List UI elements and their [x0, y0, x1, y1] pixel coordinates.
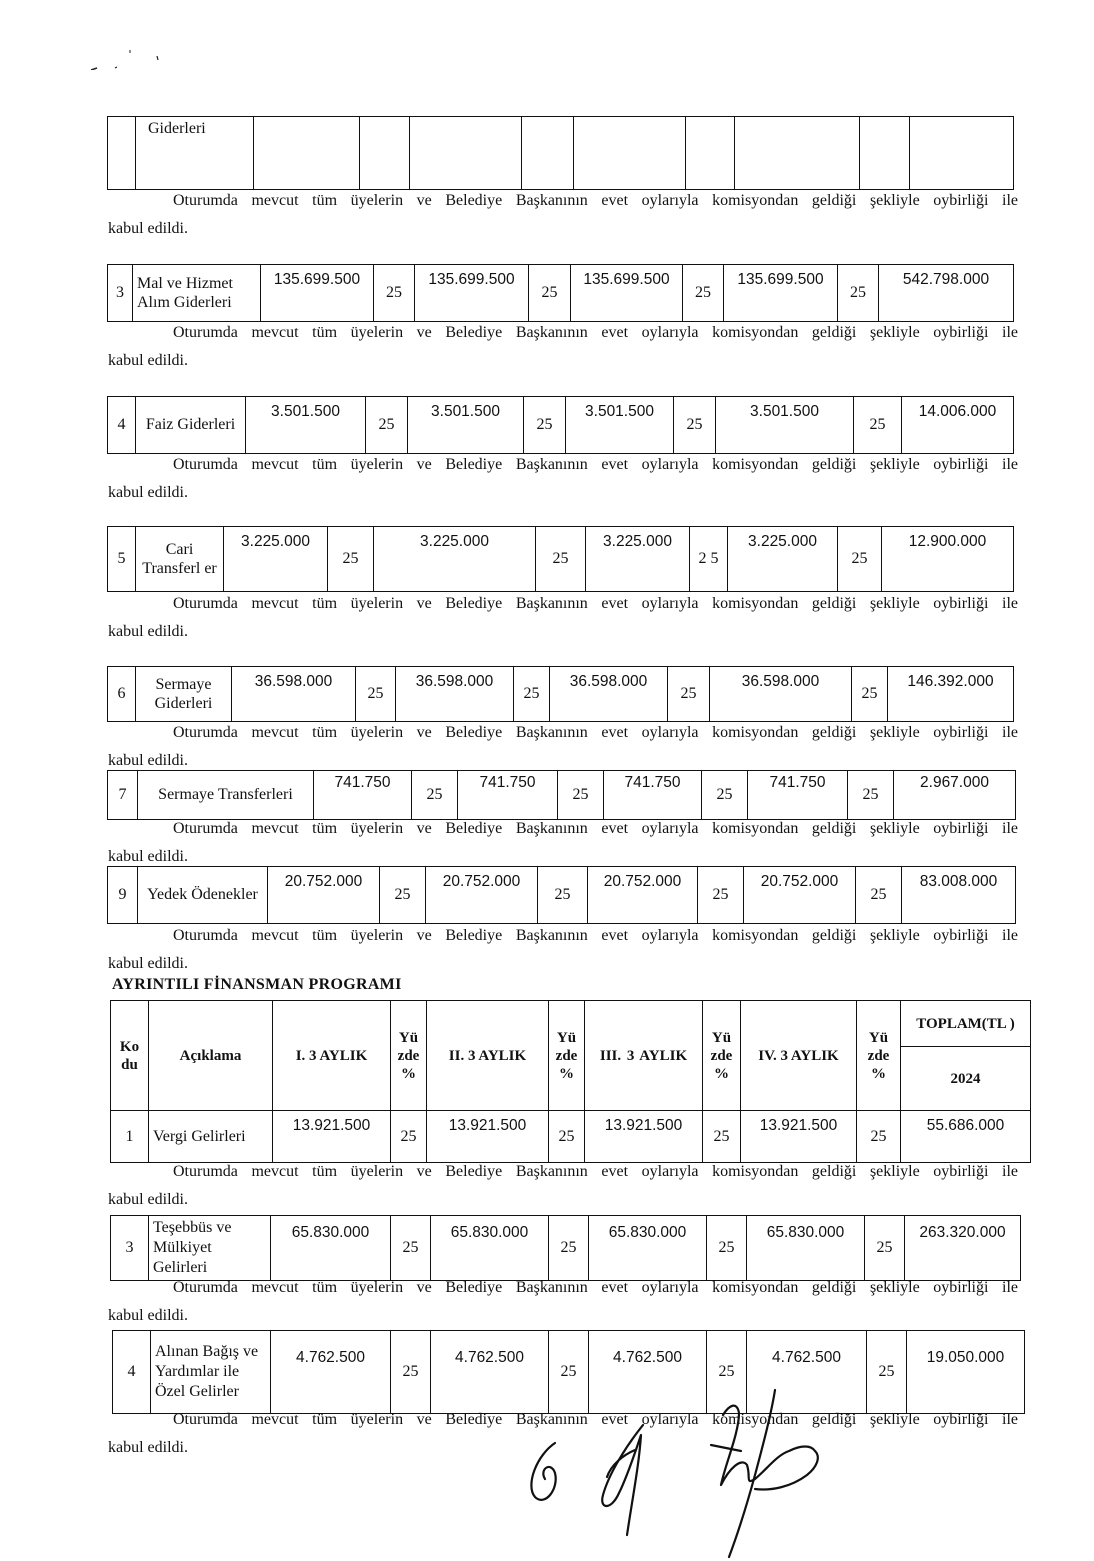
q3-amount: 36.598.000 [550, 667, 668, 722]
expense-row-table [107, 264, 1014, 322]
code-cell: 7 [108, 771, 138, 820]
table-row [108, 527, 1014, 592]
q1-percent: 25 [366, 397, 408, 454]
total-amount: 12.900.000 [882, 527, 1014, 592]
q1-amount: 36.598.000 [232, 667, 356, 722]
q1-amount: 65.830.000 [271, 1216, 391, 1281]
expense-table-fragment [107, 116, 1014, 190]
q3-amount: 20.752.000 [588, 867, 698, 924]
finance-header-row [111, 1001, 1031, 1047]
q1-amount: 13.921.500 [273, 1111, 391, 1163]
expense-row-table [107, 770, 1016, 820]
header-kodu: Ko du [111, 1001, 149, 1111]
finance-program-heading: AYRINTILI FİNANSMAN PROGRAMI [112, 976, 402, 993]
code-cell: 3 [111, 1216, 149, 1281]
table-row [111, 1216, 1021, 1281]
q4-percent: 25 [857, 1111, 901, 1163]
q4-percent: 25 [854, 397, 902, 454]
q3-percent: 25 [683, 265, 724, 322]
q2-percent: 25 [549, 1331, 589, 1414]
approval-note: Oturumda mevcut tüm üyelerin ve Belediye Başkanının evet oylarıyla komisyondan geldiği şekliyle oybirliği ile kabul edildi. [108, 456, 1018, 501]
header-year: 2024 [901, 1047, 1031, 1111]
q2-percent: 25 [549, 1216, 589, 1281]
code-cell [108, 117, 136, 190]
header-q3-percent: Yü zde % [703, 1001, 741, 1111]
header-q1: I. 3 AYLIK [273, 1001, 391, 1111]
q2-percent: 25 [536, 527, 586, 592]
table-row [108, 667, 1014, 722]
header-q4: IV. 3 AYLIK [741, 1001, 857, 1111]
total-amount: 14.006.000 [902, 397, 1014, 454]
finance-row-table [110, 1215, 1021, 1281]
q2-amount: 36.598.000 [396, 667, 514, 722]
description-cell: Cari Transferl er [136, 527, 224, 592]
header-q2-percent: Yü zde % [549, 1001, 585, 1111]
q1-amount: 3.501.500 [246, 397, 366, 454]
q2-amount: 3.225.000 [374, 527, 536, 592]
description-cell: Vergi Gelirleri [149, 1111, 273, 1163]
q2-percent: 25 [524, 397, 566, 454]
description-cell: Yedek Ödenekler [138, 867, 268, 924]
q1-amount: 4.762.500 [271, 1331, 391, 1414]
table-row [108, 265, 1014, 322]
approval-note: Oturumda mevcut tüm üyelerin ve Belediye Başkanının evet oylarıyla komisyondan geldiği şekliyle oybirliği ile kabul edildi. [108, 192, 1018, 237]
q4-amount: 3.225.000 [728, 527, 838, 592]
approval-note: Oturumda mevcut tüm üyelerin ve Belediye Başkanının evet oylarıyla komisyondan geldiği şekliyle oybirliği ile kabul edildi. [108, 1163, 1018, 1208]
q4-amount: 65.830.000 [747, 1216, 865, 1281]
q3-amount: 3.501.500 [566, 397, 674, 454]
scan-marks [85, 40, 175, 70]
total-amount: 55.686.000 [901, 1111, 1031, 1163]
table-row [108, 397, 1014, 454]
q3-percent: 25 [703, 1111, 741, 1163]
description-cell: Giderleri [136, 117, 254, 190]
q1-percent: 25 [356, 667, 396, 722]
q4-percent: 25 [867, 1331, 907, 1414]
q1-percent: 25 [380, 867, 426, 924]
q3-percent: 25 [668, 667, 710, 722]
q1-amount: 135.699.500 [261, 265, 374, 322]
table-row [108, 867, 1016, 924]
header-aciklama: Açıklama [149, 1001, 273, 1111]
expense-row-table [107, 396, 1014, 454]
q4-amount: 36.598.000 [710, 667, 852, 722]
header-q1-percent: Yü zde % [391, 1001, 427, 1111]
q3-percent: 25 [707, 1216, 747, 1281]
q4-percent: 25 [852, 667, 888, 722]
q2-amount: 13.921.500 [427, 1111, 549, 1163]
q2-percent: 25 [529, 265, 571, 322]
table-row [108, 117, 1014, 190]
q3-amount: 741.750 [604, 771, 702, 820]
q4-percent: 25 [856, 867, 902, 924]
q1-percent: 25 [374, 265, 415, 322]
approval-note: Oturumda mevcut tüm üyelerin ve Belediye Başkanının evet oylarıyla komisyondan geldiği şekliyle oybirliği ile kabul edildi. [108, 820, 1018, 865]
q3-amount: 4.762.500 [589, 1331, 707, 1414]
q3-percent: 2 5 [690, 527, 728, 592]
q3-percent: 25 [702, 771, 748, 820]
q4-percent: 25 [865, 1216, 905, 1281]
table-row [111, 1111, 1031, 1163]
q2-percent: 25 [549, 1111, 585, 1163]
q4-amount: 4.762.500 [747, 1331, 867, 1414]
total-amount: 2.967.000 [894, 771, 1016, 820]
q1-percent: 25 [391, 1111, 427, 1163]
q2-amount: 135.699.500 [415, 265, 529, 322]
q4-percent: 25 [848, 771, 894, 820]
q3-amount: 135.699.500 [571, 265, 683, 322]
code-cell: 3 [108, 265, 133, 322]
q1-percent: 25 [391, 1331, 431, 1414]
q1-percent: 25 [328, 527, 374, 592]
q3-amount: 65.830.000 [589, 1216, 707, 1281]
header-q3: III. 3 AYLIK [585, 1001, 703, 1111]
header-total: TOPLAM(TL ) [901, 1001, 1031, 1047]
q3-amount: 3.225.000 [586, 527, 690, 592]
approval-note: Oturumda mevcut tüm üyelerin ve Belediye Başkanının evet oylarıyla komisyondan geldiği şekliyle oybirliği ile kabul edildi. [108, 1411, 1018, 1456]
q2-percent: 25 [558, 771, 604, 820]
code-cell: 4 [108, 397, 136, 454]
q4-amount: 13.921.500 [741, 1111, 857, 1163]
total-amount: 146.392.000 [888, 667, 1014, 722]
approval-note: Oturumda mevcut tüm üyelerin ve Belediye Başkanının evet oylarıyla komisyondan geldiği şekliyle oybirliği ile kabul edildi. [108, 324, 1018, 369]
q3-amount: 13.921.500 [585, 1111, 703, 1163]
q4-amount: 741.750 [748, 771, 848, 820]
approval-note: Oturumda mevcut tüm üyelerin ve Belediye Başkanının evet oylarıyla komisyondan geldiği şekliyle oybirliği ile kabul edildi. [108, 724, 1018, 769]
q4-amount: 135.699.500 [724, 265, 838, 322]
description-cell: Teşebbüs ve Mülkiyet Gelirleri [149, 1216, 271, 1281]
q4-percent: 25 [838, 265, 879, 322]
code-cell: 9 [108, 867, 138, 924]
q4-percent: 25 [838, 527, 882, 592]
header-q4-percent: Yü zde % [857, 1001, 901, 1111]
expense-row-table [107, 866, 1016, 924]
code-cell: 1 [111, 1111, 149, 1163]
description-cell: Faiz Giderleri [136, 397, 246, 454]
approval-note: Oturumda mevcut tüm üyelerin ve Belediye Başkanının evet oylarıyla komisyondan geldiği şekliyle oybirliği ile kabul edildi. [108, 1279, 1018, 1324]
q2-amount: 741.750 [458, 771, 558, 820]
header-q2: II. 3 AYLIK [427, 1001, 549, 1111]
expense-row-table [107, 666, 1014, 722]
q1-amount: 741.750 [314, 771, 412, 820]
q1-percent: 25 [391, 1216, 431, 1281]
q1-amount: 20.752.000 [268, 867, 380, 924]
expense-row-table [107, 526, 1014, 592]
finance-table [110, 1000, 1031, 1163]
total-amount: 83.008.000 [902, 867, 1016, 924]
q2-amount: 20.752.000 [426, 867, 538, 924]
code-cell: 5 [108, 527, 136, 592]
q2-percent: 25 [538, 867, 588, 924]
description-cell: Alınan Bağış ve Yardımlar ile Özel Gelirler [151, 1331, 271, 1414]
description-cell: Mal ve Hizmet Alım Giderleri [133, 265, 261, 322]
q2-amount: 3.501.500 [408, 397, 524, 454]
handwritten-signatures [515, 1385, 875, 1560]
description-cell: Sermaye Giderleri [136, 667, 232, 722]
q2-amount: 4.762.500 [431, 1331, 549, 1414]
q3-percent: 25 [698, 867, 744, 924]
q4-amount: 3.501.500 [716, 397, 854, 454]
total-amount: 263.320.000 [905, 1216, 1021, 1281]
code-cell: 6 [108, 667, 136, 722]
q3-percent: 25 [707, 1331, 747, 1414]
q1-amount: 3.225.000 [224, 527, 328, 592]
approval-note: Oturumda mevcut tüm üyelerin ve Belediye Başkanının evet oylarıyla komisyondan geldiği şekliyle oybirliği ile kabul edildi. [108, 927, 1018, 972]
total-amount: 542.798.000 [879, 265, 1014, 322]
q4-amount: 20.752.000 [744, 867, 856, 924]
description-cell: Sermaye Transferleri [138, 771, 314, 820]
q2-amount: 65.830.000 [431, 1216, 549, 1281]
code-cell: 4 [113, 1331, 151, 1414]
total-amount: 19.050.000 [907, 1331, 1025, 1414]
q3-percent: 25 [674, 397, 716, 454]
approval-note: Oturumda mevcut tüm üyelerin ve Belediye Başkanının evet oylarıyla komisyondan geldiği şekliyle oybirliği ile kabul edildi. [108, 595, 1018, 640]
q2-percent: 25 [514, 667, 550, 722]
q1-percent: 25 [412, 771, 458, 820]
table-row [108, 771, 1016, 820]
